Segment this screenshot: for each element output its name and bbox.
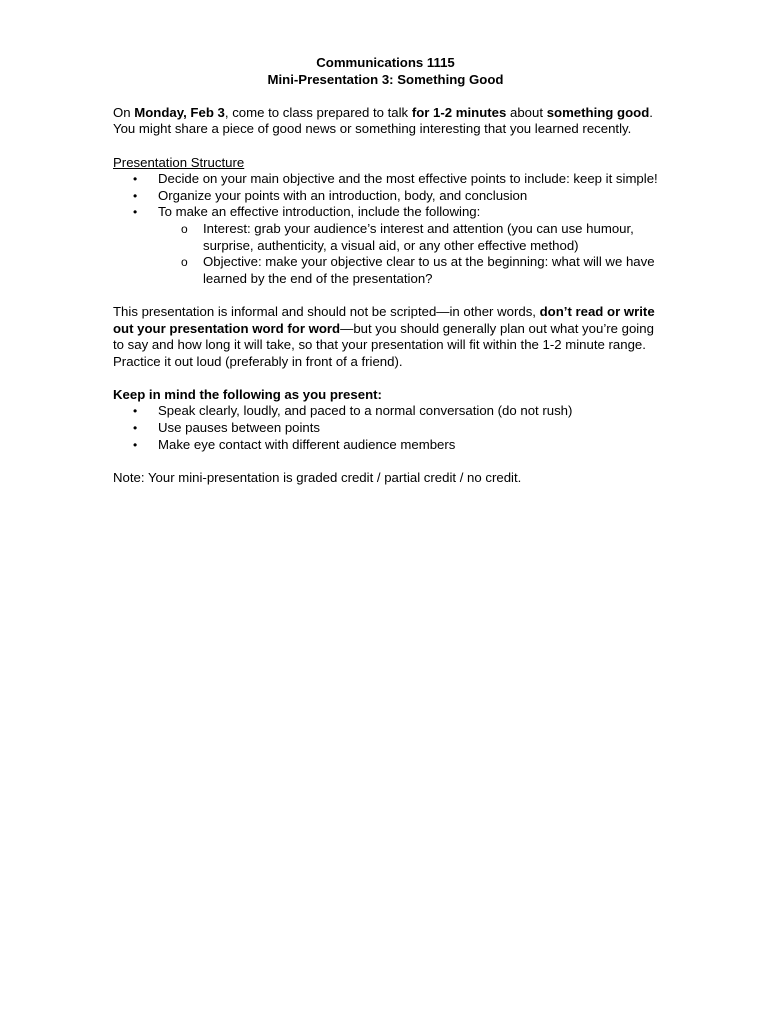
informal-emphasis: don’t read or write out your presentation word for word [113, 303, 655, 336]
bullet-icon: • [133, 188, 138, 203]
bullet-icon: • [133, 437, 138, 452]
sub-bullet-icon: o [181, 221, 188, 236]
intro-date: Monday, Feb 3 [134, 104, 225, 120]
introduction-sublist [158, 221, 658, 287]
informal-text-2: —but you should generally plan out what you’re going to say and how long it will take, so that your presentation will fit within the 1-2 minute range. Practice it out loud (preferably in front of a friend). [113, 320, 654, 369]
bullet-icon: • [133, 421, 138, 436]
intro-topic: something good [546, 104, 650, 120]
course-title: Communications 1115 [316, 55, 455, 70]
list-item [133, 436, 658, 454]
assignment-title: Mini-Presentation 3: Something Good [267, 71, 504, 87]
presenting-section [113, 387, 658, 453]
structure-heading: Presentation Structure [113, 154, 245, 170]
list-item-text: Speak clearly, loudly, and paced to a normal conversation (do not rush) [158, 403, 573, 419]
sub-list-item-text: Interest: grab your audience’s interest and attention (you can use humour, surprise, authenticity, a visual aid, or any other effective method) [203, 220, 634, 253]
intro-text-3: about [506, 104, 547, 120]
bullet-icon: • [133, 205, 138, 220]
document-title [113, 55, 658, 88]
presenting-heading: Keep in mind the following as you present: [113, 386, 382, 402]
list-item [133, 187, 658, 205]
presenting-list [113, 403, 658, 453]
intro-text-1: On [113, 104, 135, 120]
structure-list [113, 171, 658, 287]
sub-list-item [181, 254, 658, 287]
structure-section [113, 155, 658, 288]
sub-list-item [181, 220, 658, 254]
sub-list-item-text: Objective: make your objective clear to us at the beginning: what will we have learned by the end of the presentation? [203, 254, 655, 286]
intro-text-2: , come to class prepared to talk [224, 104, 412, 120]
list-item-text: To make an effective introduction, include the following: [158, 204, 481, 220]
list-item-text: Organize your points with an introduction, body, and conclusion [158, 187, 528, 203]
bullet-icon: • [133, 404, 138, 419]
sub-bullet-icon: o [181, 255, 188, 270]
list-item [133, 420, 658, 437]
grading-note: Note: Your mini-presentation is graded credit / partial credit / no credit. [113, 469, 522, 485]
list-item-text: Use pauses between points [158, 420, 321, 436]
list-item-text: Decide on your main objective and the most effective points to include: keep it simple! [158, 171, 658, 187]
bullet-icon: • [133, 172, 138, 187]
list-item-text: Make eye contact with different audience members [158, 436, 456, 452]
informal-text-1: This presentation is informal and should not be scripted—in other words, [113, 303, 540, 319]
list-item [133, 171, 658, 188]
intro-duration: for 1-2 minutes [411, 104, 507, 120]
document-body [113, 55, 658, 503]
list-item [133, 204, 658, 287]
intro-text-4: . You might share a piece of good news or something interesting that you learned recently. [113, 104, 653, 137]
intro-paragraph [113, 105, 658, 138]
informal-paragraph [113, 304, 658, 370]
list-item [133, 403, 658, 420]
